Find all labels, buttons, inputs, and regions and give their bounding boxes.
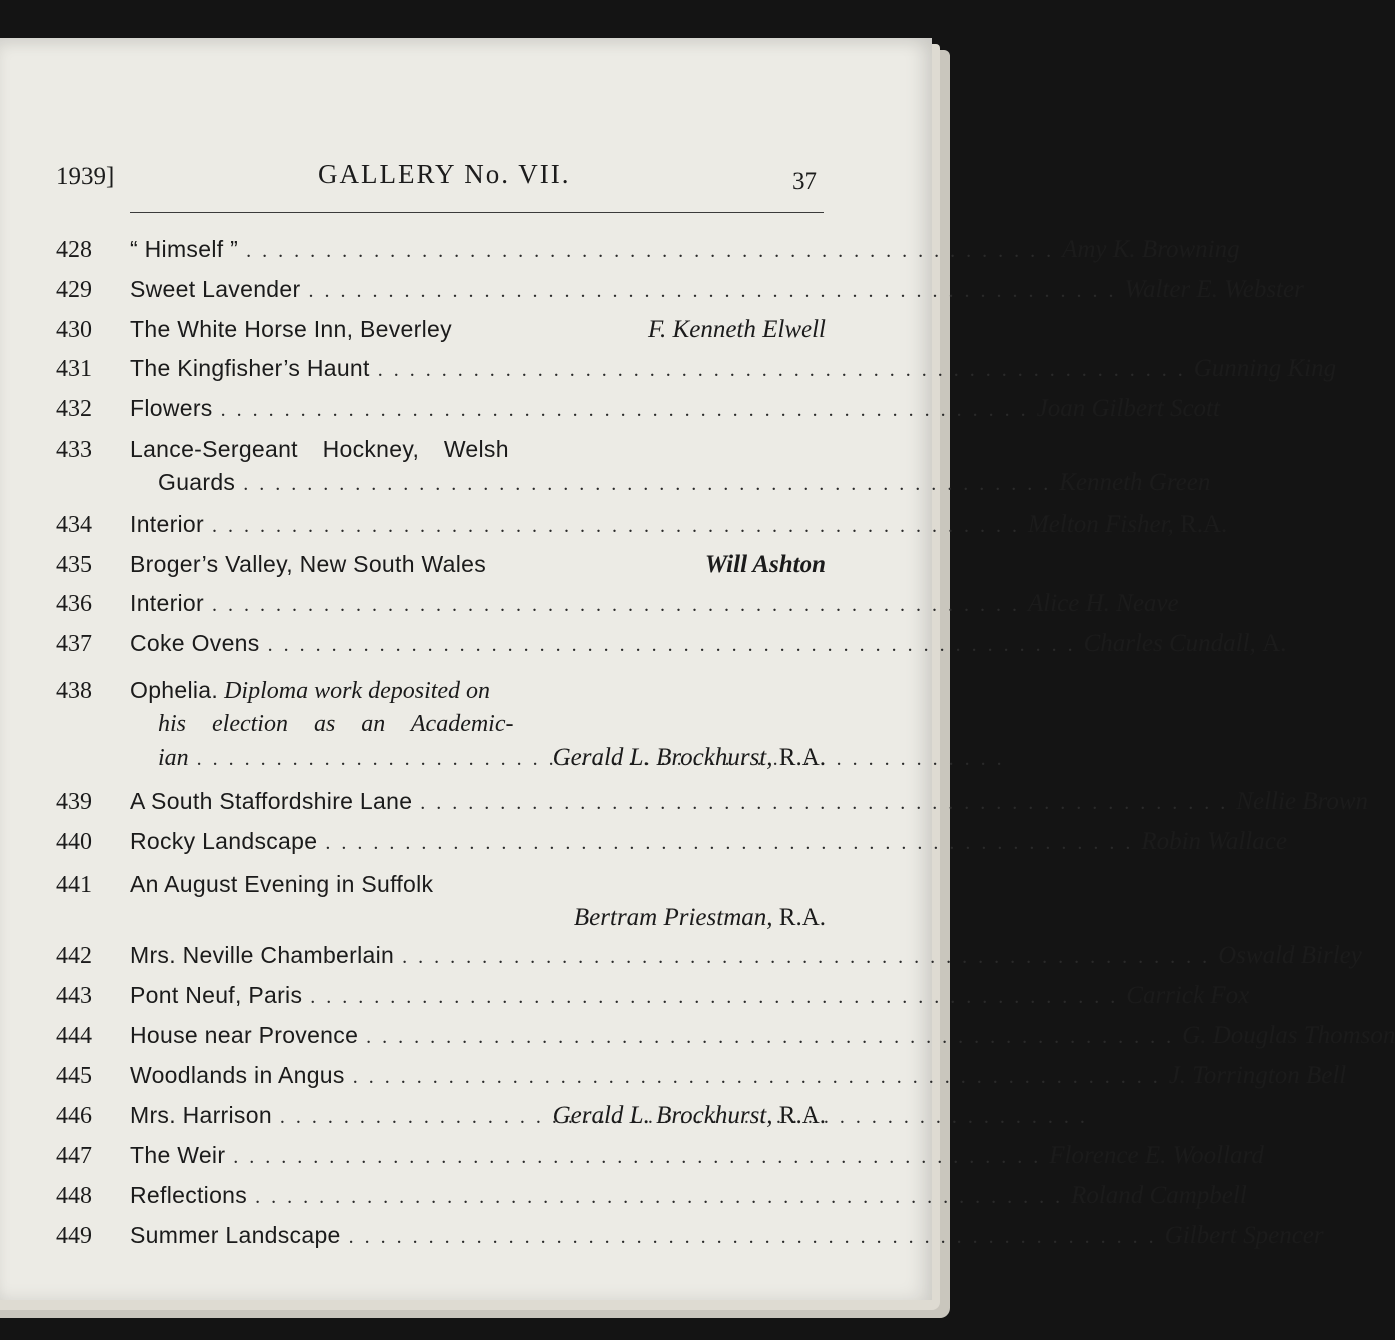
catalogue-entry bbox=[56, 389, 1220, 429]
entry-title: Broger’s Valley, New South Wales bbox=[130, 551, 487, 577]
entry-title: Mrs. Harrison bbox=[130, 1102, 272, 1128]
leader-dots bbox=[204, 507, 1028, 545]
entry-title: Reflections bbox=[130, 1182, 248, 1208]
entry-artist: Oswald Birley bbox=[1218, 942, 1362, 969]
entry-artist: Gilbert Spencer bbox=[1164, 1222, 1324, 1249]
entry-number: 438 bbox=[56, 678, 92, 704]
entry-number: 436 bbox=[56, 591, 92, 617]
leader-dots bbox=[272, 1098, 368, 1136]
entry-list bbox=[56, 230, 1395, 1256]
entry-title: “ Himself ” bbox=[130, 236, 239, 262]
catalogue-entry bbox=[56, 505, 1228, 545]
entry-title: Summer Landscape bbox=[130, 1222, 341, 1248]
leader-dots bbox=[189, 743, 395, 776]
entry-number: 430 bbox=[56, 317, 92, 343]
entry-number: 434 bbox=[56, 512, 92, 538]
entry-title: The Kingfisher’s Haunt bbox=[130, 355, 370, 381]
entry-title-line: Guards bbox=[158, 469, 236, 495]
leader-dots bbox=[358, 1018, 1182, 1056]
entry-artist: Kenneth Green bbox=[1059, 469, 1211, 496]
entry-artist: J. Torrington Bell bbox=[1168, 1062, 1347, 1089]
entry-title: An August Evening in Suffolk bbox=[130, 871, 434, 897]
entry-artist: Charles Cundall, A. bbox=[1083, 630, 1287, 657]
leader-dots bbox=[213, 391, 1037, 429]
entry-title: Woodlands in Angus bbox=[130, 1062, 345, 1088]
entry-title: Rocky Landscape bbox=[130, 828, 318, 854]
entry-artist: Joan Gilbert Scott bbox=[1036, 395, 1220, 422]
entry-number: 445 bbox=[56, 1063, 92, 1089]
leader-dots bbox=[345, 1058, 1169, 1096]
leader-dots bbox=[235, 468, 1059, 501]
entry-title: Mrs. Neville Chamberlain bbox=[130, 942, 395, 968]
header-title: GALLERY No. VII. bbox=[318, 159, 571, 189]
entry-artist: Nellie Brown bbox=[1236, 788, 1368, 815]
entry-number: 443 bbox=[56, 983, 92, 1009]
leader-dots bbox=[302, 978, 1126, 1016]
leader-dots bbox=[370, 351, 1194, 389]
leader-dots bbox=[412, 784, 1236, 822]
catalogue-entry bbox=[56, 936, 1362, 976]
catalogue-entry bbox=[56, 1136, 1264, 1176]
catalogue-entry bbox=[56, 782, 1368, 822]
entry-title: House near Provence bbox=[130, 1022, 359, 1048]
catalogue-entry bbox=[56, 1016, 1395, 1056]
catalogue-entry bbox=[56, 1096, 826, 1136]
entry-artist: Carrick Fox bbox=[1126, 982, 1250, 1009]
catalogue-entry bbox=[56, 674, 826, 776]
entry-number: 437 bbox=[56, 631, 92, 657]
page-number: 37 bbox=[792, 168, 817, 195]
catalogue-entry bbox=[56, 545, 826, 584]
catalogue-entry bbox=[56, 868, 826, 934]
entry-artist: Gerald L. Brockhurst, R.A. bbox=[552, 1102, 826, 1129]
catalogue-entry bbox=[56, 584, 1179, 624]
entry-number: 446 bbox=[56, 1103, 92, 1129]
entry-title: Sweet Lavender bbox=[130, 276, 301, 302]
entry-title: Pont Neuf, Paris bbox=[130, 982, 303, 1008]
entry-artist: Alice H. Neave bbox=[1027, 590, 1179, 617]
catalogue-entry bbox=[56, 433, 1211, 501]
entry-artist: Robin Wallace bbox=[1141, 828, 1287, 855]
header-rule bbox=[130, 212, 824, 213]
entry-artist: G. Douglas Thomson bbox=[1182, 1022, 1395, 1049]
entry-title-note: his election as an Academic- bbox=[158, 711, 514, 737]
header-year: 1939] bbox=[56, 163, 115, 190]
entry-number: 444 bbox=[56, 1023, 92, 1049]
academy-suffix: R.A. bbox=[778, 904, 826, 931]
entry-title-note: ian bbox=[158, 745, 189, 771]
entry-artist: Roland Campbell bbox=[1071, 1182, 1247, 1209]
catalogue-entry bbox=[56, 822, 1287, 862]
entry-artist: Amy K. Browning bbox=[1062, 236, 1240, 263]
entry-title: Ophelia. bbox=[130, 677, 219, 703]
entry-number: 449 bbox=[56, 1223, 92, 1249]
entry-number: 447 bbox=[56, 1143, 92, 1169]
leader-dots bbox=[317, 824, 1141, 862]
entry-artist: Walter E. Webster bbox=[1124, 276, 1304, 303]
entry-number: 432 bbox=[56, 396, 92, 422]
entry-artist: F. Kenneth Elwell bbox=[648, 316, 826, 343]
leader-dots bbox=[238, 232, 1062, 270]
catalogue-entry bbox=[56, 270, 1304, 310]
catalogue-page bbox=[0, 38, 1395, 1300]
entry-title: The White Horse Inn, Beverley bbox=[130, 316, 452, 342]
leader-dots bbox=[260, 626, 1084, 664]
entry-number: 429 bbox=[56, 277, 92, 303]
entry-artist: Will Ashton bbox=[704, 551, 826, 578]
entry-number: 442 bbox=[56, 943, 92, 969]
entry-title: Flowers bbox=[130, 395, 213, 421]
entry-title: A South Staffordshire Lane bbox=[130, 788, 413, 814]
entry-number: 431 bbox=[56, 356, 92, 382]
entry-artist: Florence E. Woollard bbox=[1049, 1142, 1264, 1169]
catalogue-entry bbox=[56, 230, 1240, 270]
leader-dots bbox=[225, 1138, 1049, 1176]
entry-number: 440 bbox=[56, 829, 92, 855]
catalogue-entry bbox=[56, 1056, 1347, 1096]
entry-number: 435 bbox=[56, 552, 92, 578]
leader-dots bbox=[247, 1178, 1071, 1216]
catalogue-entry bbox=[56, 1216, 1324, 1256]
entry-title: Interior bbox=[130, 590, 204, 616]
catalogue-entry bbox=[56, 624, 1287, 664]
entry-artist: Melton Fisher, R.A. bbox=[1027, 511, 1228, 538]
catalogue-entry bbox=[56, 1176, 1247, 1216]
entry-title: The Weir bbox=[130, 1142, 226, 1168]
catalogue-entry bbox=[56, 349, 1337, 389]
entry-number: 441 bbox=[56, 872, 92, 898]
leader-dots bbox=[341, 1218, 1165, 1256]
entry-number: 448 bbox=[56, 1183, 92, 1209]
running-head bbox=[0, 38, 932, 218]
academy-suffix: R.A. bbox=[778, 744, 826, 771]
entry-artist: Gunning King bbox=[1193, 355, 1337, 382]
academy-suffix: A. bbox=[1262, 630, 1287, 657]
entry-title-note: Diploma work deposited on bbox=[224, 678, 491, 704]
entry-number: 433 bbox=[56, 437, 92, 463]
entry-artist: Bertram Priestman, R.A. bbox=[573, 904, 826, 931]
leader-dots bbox=[394, 938, 1218, 976]
leader-dots bbox=[204, 586, 1028, 624]
entry-number: 439 bbox=[56, 789, 92, 815]
catalogue-entry bbox=[56, 310, 826, 349]
leader-dots bbox=[300, 272, 1124, 310]
academy-suffix: R.A. bbox=[1180, 511, 1228, 538]
entry-title: Coke Ovens bbox=[130, 630, 260, 656]
catalogue-entry bbox=[56, 976, 1250, 1016]
academy-suffix: R.A. bbox=[778, 1102, 826, 1129]
entry-title-line: Lance-Sergeant Hockney, Welsh bbox=[130, 436, 509, 462]
entry-title: Interior bbox=[130, 511, 204, 537]
entry-number: 428 bbox=[56, 237, 92, 263]
entry-artist: Gerald L. Brockhurst, R.A. bbox=[552, 744, 826, 771]
